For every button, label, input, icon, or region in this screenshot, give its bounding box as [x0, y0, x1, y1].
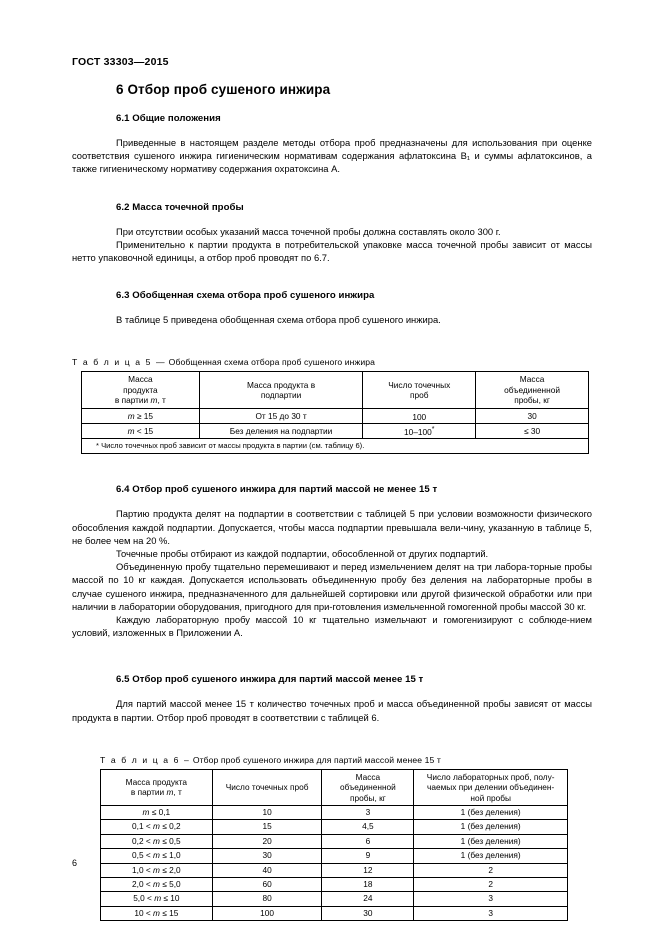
- t6-r4-c2: 40: [212, 863, 322, 877]
- section-6-1: [72, 113, 592, 176]
- t5-r1-c4: ≤ 30: [476, 423, 589, 438]
- t6-h2-line1: Число точечных проб: [225, 782, 309, 793]
- t6-r7-c1: [101, 906, 213, 920]
- t6-r3-c3: 9: [322, 849, 414, 863]
- section-6-2-paragraph-1: При отсутствии особых указаний масса точечной пробы должна составлять около 300 г.: [116, 225, 501, 237]
- t6-r6-c1-post: ≤ 10: [161, 893, 180, 904]
- spacer: [72, 279, 592, 290]
- t5-r1-c3: [363, 423, 476, 438]
- t6-r1-c3: 4,5: [322, 820, 414, 834]
- t5-h3-line2: проб: [410, 390, 429, 401]
- t6-r5-c4: 2: [414, 878, 568, 892]
- t6-r4-c1: [101, 863, 213, 877]
- table-5-col-aggregate-sample-mass: [476, 372, 589, 408]
- t6-h4-line3: ной пробы: [470, 792, 511, 803]
- table-5: [81, 371, 589, 454]
- t6-r3-c1: [101, 849, 213, 863]
- table-row: [101, 806, 568, 820]
- t6-r2-c1-pre: 0,2 <: [132, 835, 154, 846]
- t5-h2-line1: Масса продукта в: [247, 379, 316, 390]
- table-5-caption-text: Обобщенная схема отбора проб сушеного инжира: [168, 357, 376, 368]
- section-6-5-heading: 6.5 Отбор проб сушеного инжира для партий массой менее 15 т: [116, 674, 424, 686]
- t5-h1-symbol-m: m: [150, 395, 158, 406]
- t5-r1-c1-rest: < 15: [134, 425, 154, 436]
- t5-h3-line1: Число точечных: [388, 379, 451, 390]
- table-6-col-number-of-increments: [212, 769, 322, 805]
- table-5-body: [82, 408, 589, 454]
- table-6-wrapper: [72, 769, 592, 921]
- t6-r5-c1-post: ≤ 5,0: [159, 879, 181, 890]
- table-6-col-aggregate-sample-mass: [322, 769, 414, 805]
- t6-r4-c3: 12: [322, 863, 414, 877]
- section-6-4-paragraph-2: Точечные пробы отбирают из каждой подпартии, обособленной от других подпартий.: [116, 548, 489, 559]
- table-6-col-mass-in-lot: [101, 769, 213, 805]
- section-6-3: [72, 290, 592, 326]
- t6-r7-symbol-m: m: [153, 907, 160, 918]
- table-row: [82, 408, 589, 423]
- section-6-2: [72, 202, 592, 265]
- t6-r7-c2: 100: [212, 906, 322, 920]
- t6-r6-c2: 80: [212, 892, 322, 906]
- t6-h1-symbol-m: m: [166, 787, 174, 798]
- t5-h1-line3a: в партии: [114, 395, 151, 406]
- t5-h4-line2: объединенной: [504, 384, 560, 395]
- table-6-col-number-of-lab-samples: [414, 769, 568, 805]
- t6-r0-c3: 3: [322, 806, 414, 820]
- table-row: [101, 892, 568, 906]
- t5-h4-line1: Масса: [519, 374, 545, 385]
- table-6-body: [101, 806, 568, 921]
- t6-h1-line2a: в партии: [130, 787, 167, 798]
- section-6-3-paragraph-1: В таблице 5 приведена обобщенная схема отбора проб сушеного инжира.: [116, 314, 441, 326]
- section-6-2-heading: 6.2 Масса точечной пробы: [116, 201, 244, 213]
- t6-r6-c1-pre: 5,0 <: [133, 893, 155, 904]
- t6-r0-c2: 10: [212, 806, 322, 820]
- t6-r1-c1-post: ≤ 0,2: [159, 821, 181, 832]
- t5-r1-c3-star: *: [431, 425, 435, 433]
- t6-r2-symbol-m: m: [153, 835, 160, 846]
- t6-r2-c4: 1 (без деления): [414, 834, 568, 848]
- table-row: [101, 863, 568, 877]
- table-5-col-number-of-increments: [363, 372, 476, 408]
- t5-r1-c2: Без деления на подпартии: [199, 423, 363, 438]
- table-6-caption-label: Т а б л и ц а 6 –: [100, 754, 191, 765]
- table-5-footnote: * Число точечных проб зависит от массы продукта в партии (см. таблицу 6).: [82, 438, 589, 453]
- t6-r6-c3: 24: [322, 892, 414, 906]
- t6-r6-c4: 3: [414, 892, 568, 906]
- spacer: [72, 191, 592, 202]
- t6-h3-line1: Масса: [355, 771, 381, 782]
- t6-r0-c4: 1 (без деления): [414, 806, 568, 820]
- t6-h3-line3: пробы, кг: [350, 792, 386, 803]
- table-row: [82, 423, 589, 438]
- spacer: [72, 654, 592, 674]
- t6-r1-c2: 15: [212, 820, 322, 834]
- document-standard-header: ГОСТ 33303—2015: [72, 56, 169, 68]
- table-row: [101, 820, 568, 834]
- t5-h1-line1: Масса: [128, 374, 153, 385]
- t5-r1-c1: [82, 423, 200, 438]
- t6-r4-symbol-m: m: [153, 864, 160, 875]
- section-6-2-paragraph-2: Применительно к партии продукта в потребительской упаковке масса точечной пробы зависит от массы нетто упаковочной единицы, а отбор проб проводят по 6.7.: [72, 238, 592, 264]
- t6-r5-symbol-m: m: [153, 879, 160, 890]
- table-row: [101, 878, 568, 892]
- table-5-col-mass-in-sublot: [199, 372, 363, 408]
- table-row: [101, 906, 568, 920]
- table-row: [101, 834, 568, 848]
- t6-r2-c1: [101, 834, 213, 848]
- table-5-wrapper: [72, 371, 592, 454]
- table-6-caption-text: Отбор проб сушеного инжира для партий массой менее 15 т: [192, 754, 441, 765]
- section-6-4: [72, 484, 592, 639]
- table-6-header-row: [101, 769, 568, 805]
- t6-r1-symbol-m: m: [153, 821, 160, 832]
- t6-r0-c1-post: ≤ 0,1: [149, 807, 171, 818]
- t6-r2-c3: 6: [322, 834, 414, 848]
- t5-r0-c4: 30: [476, 408, 589, 423]
- t6-r1-c1-pre: 0,1 <: [132, 821, 154, 832]
- table-5-caption: [72, 357, 592, 367]
- section-6-3-heading: 6.3 Обобщенная схема отбора проб сушеного инжира: [116, 290, 375, 302]
- t6-r7-c1-post: ≤ 15: [159, 907, 179, 918]
- t6-h4-line2: чаемых при делении объединен-: [427, 782, 555, 793]
- t5-r1-symbol-m: m: [127, 425, 135, 436]
- section-6-5: [72, 674, 592, 723]
- table-6: [100, 769, 568, 921]
- t6-r7-c1-pre: 10 <: [134, 907, 154, 918]
- section-6-4-paragraph-4: Каждую лабораторную пробу массой 10 кг тщательно измельчают и гомогенизируют с соблюде-нием условий, изложенных в Приложении А.: [72, 614, 592, 639]
- spacer: [72, 341, 592, 357]
- spacer: [72, 739, 592, 755]
- table-6-head: [101, 769, 568, 805]
- t6-h1-line2c: , т: [173, 787, 182, 798]
- t6-r0-symbol-m: m: [142, 807, 150, 818]
- table-5-note-row: [82, 438, 589, 453]
- t6-r2-c1-post: ≤ 0,5: [159, 835, 181, 846]
- t6-r7-c4: 3: [414, 906, 568, 920]
- t5-h4-line3: пробы, кг: [514, 395, 550, 406]
- page-content: [72, 56, 592, 921]
- t6-r4-c1-post: ≤ 2,0: [159, 864, 181, 875]
- table-6-caption: [72, 755, 592, 765]
- clause-6-title: 6 Отбор проб сушеного инжира: [116, 82, 331, 97]
- t6-r6-c1: [101, 892, 213, 906]
- table-5-caption-label: Т а б л и ц а 5 —: [72, 357, 167, 368]
- t6-r6-symbol-m: m: [154, 893, 162, 904]
- page-number: 6: [72, 858, 78, 868]
- t6-r0-c1: [101, 806, 213, 820]
- t5-h1-line2: продукта: [123, 384, 158, 395]
- t6-r1-c1: [101, 820, 213, 834]
- t6-r5-c2: 60: [212, 878, 322, 892]
- t5-h1-line3c: , т: [157, 395, 166, 406]
- t5-r0-c1: [82, 408, 200, 423]
- t6-r3-c1-post: ≤ 1,0: [159, 850, 181, 861]
- t6-r5-c1-pre: 2,0 <: [132, 879, 154, 890]
- t5-r0-c3: [363, 408, 476, 423]
- t6-h1-line1: Масса продукта: [125, 777, 188, 788]
- section-6-1-paragraph-1: Приведенные в настоящем разделе методы отбора проб предназначены для использования при оценке соответствия сушеного инжира гигиеническим нормативам содержания афлатоксина В₁ и суммы афлатоксинов, а также гигиеническому нормативу содержания охратоксина А.: [72, 137, 592, 175]
- t6-r4-c4: 2: [414, 863, 568, 877]
- t6-r3-symbol-m: m: [153, 850, 160, 861]
- table-5-col-mass-in-lot: [82, 372, 200, 408]
- t6-r7-c3: 30: [322, 906, 414, 920]
- section-6-5-paragraph-1: Для партий массой менее 15 т количество точечных проб и масса объединенной пробы зависят от массы продукта в партии. Отбор проб проводят в соответствии с таблицей 6.: [72, 698, 592, 723]
- section-6-4-paragraph-1: Партию продукта делят на подпартии в соответствии с таблицей 5 при условии возможности физического обособления каждой подпартии. Допускается, чтобы масса подпартии превышала вели-чину, указанную в таблице 5, не более чем на 20 %.: [72, 508, 592, 546]
- t6-h4-line1: Число лабораторных проб, полу-: [426, 771, 555, 782]
- t6-r3-c2: 30: [212, 849, 322, 863]
- t5-r0-symbol-m: m: [127, 410, 135, 421]
- table-5-head: [82, 372, 589, 408]
- t6-r5-c3: 18: [322, 878, 414, 892]
- table-5-header-row: [82, 372, 589, 408]
- t5-r0-c3-val: 100: [412, 411, 427, 422]
- t5-r1-c3-val: 10–100: [404, 426, 432, 437]
- section-6-4-paragraph-3: Объединенную пробу тщательно перемешивают и перед измельчением делят на три лабора-торные пробы массой по 10 кг каждая. Допускается использовать объединенную пробу без деления на лабораторные пробы в случае сушеного инжира, предназначенного для дальнейшей сортировки или другой физической обработки или при наличии в лаборатории оборудования, пригодного для при-готовления измельченной гомогенной пробы массой 30 кг.: [72, 561, 592, 612]
- t6-h3-line2: объединенной: [339, 782, 396, 793]
- t6-r1-c4: 1 (без деления): [414, 820, 568, 834]
- section-6-4-heading: 6.4 Отбор проб сушеного инжира для партий массой не менее 15 т: [116, 484, 438, 496]
- t6-r5-c1: [101, 878, 213, 892]
- t6-r3-c4: 1 (без деления): [414, 849, 568, 863]
- t6-r2-c2: 20: [212, 834, 322, 848]
- table-row: [101, 849, 568, 863]
- t5-h2-line2: подпартии: [260, 390, 302, 401]
- section-6-1-heading: 6.1 Общие положения: [116, 113, 221, 124]
- t6-r4-c1-pre: 1,0 <: [132, 864, 154, 875]
- t5-r0-c1-rest: ≥ 15: [134, 410, 154, 421]
- t5-r0-c2: От 15 до 30 т: [199, 408, 363, 423]
- t6-r3-c1-pre: 0,5 <: [132, 850, 154, 861]
